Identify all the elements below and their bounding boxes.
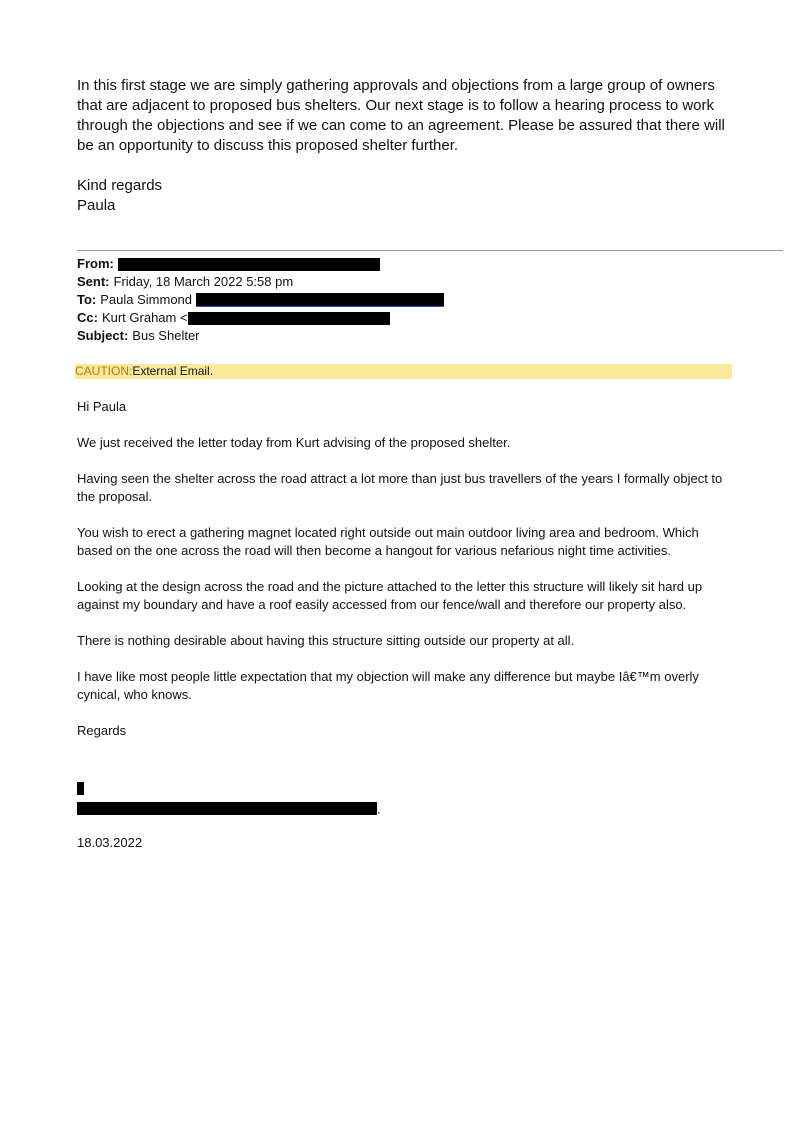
- sent-value: Friday, 18 March 2022 5:58 pm: [113, 274, 294, 289]
- message-body: [77, 398, 727, 758]
- redacted-cc-email: [188, 312, 390, 325]
- sent-label: Sent:: [77, 274, 110, 289]
- subject-row: [77, 327, 444, 345]
- from-row: [77, 255, 444, 273]
- sent-row: [77, 273, 444, 291]
- message-paragraph: Looking at the design across the road and the picture attached to the letter this structure will likely sit hard up against my boundary and have a roof easily accessed from our fence/wall and therefore our property also.: [77, 579, 703, 612]
- caution-text: External Email.: [132, 364, 214, 378]
- subject-value: Bus Shelter: [132, 328, 200, 343]
- reply-paragraph: In this first stage we are simply gathering approvals and objections from a large group of owners that are adjacent to proposed bus shelters. Our next stage is to follow a hearing process to work through the objections and see if we can come to an agreement. Please be assured that there will be an opportunity to discuss this proposed shelter further.: [77, 77, 725, 154]
- to-label: To:: [77, 292, 97, 307]
- message-paragraph: There is nothing desirable about having this structure sitting outside our property at all.: [77, 633, 575, 648]
- reply-signer: Paula: [77, 197, 116, 214]
- cc-value: Kurt Graham <: [101, 310, 188, 325]
- from-label: From:: [77, 256, 114, 271]
- caution-banner: [75, 364, 732, 379]
- redacted-signature-line-2: [77, 802, 377, 815]
- to-row: [77, 291, 444, 309]
- signature-trailing-period: .: [377, 801, 381, 817]
- message-paragraph: I have like most people little expectation that my objection will make any difference but maybe Iâ€™m overly cynical, who knows.: [77, 669, 699, 702]
- redacted-to-email: [196, 293, 444, 307]
- message-paragraph: We just received the letter today from Kurt advising of the proposed shelter.: [77, 435, 511, 450]
- message-date: 18.03.2022: [77, 835, 143, 850]
- email-header-block: [77, 255, 444, 345]
- message-closing: Regards: [77, 723, 127, 738]
- to-value: Paula Simmond: [100, 292, 193, 307]
- message-paragraph: Having seen the shelter across the road attract a lot more than just bus travellers of the years I formally object to the proposal.: [77, 471, 723, 504]
- redacted-signature-line-1: [77, 782, 84, 795]
- caution-label: CAUTION:: [75, 364, 133, 378]
- cc-label: Cc:: [77, 310, 98, 325]
- subject-label: Subject:: [77, 328, 129, 343]
- redacted-signature: [77, 782, 381, 818]
- message-paragraph: You wish to erect a gathering magnet located right outside out main outdoor living area and bedroom. Which based on the one across the road will then become a hangout for various nefarious night time activities.: [77, 525, 699, 558]
- reply-body: [77, 76, 737, 156]
- reply-closing: Kind regards: [77, 177, 163, 194]
- redacted-from: [118, 258, 380, 271]
- cc-row: [77, 309, 444, 327]
- message-greeting: Hi Paula: [77, 399, 127, 414]
- separator-line: [77, 250, 783, 251]
- reply-signoff: [77, 176, 162, 216]
